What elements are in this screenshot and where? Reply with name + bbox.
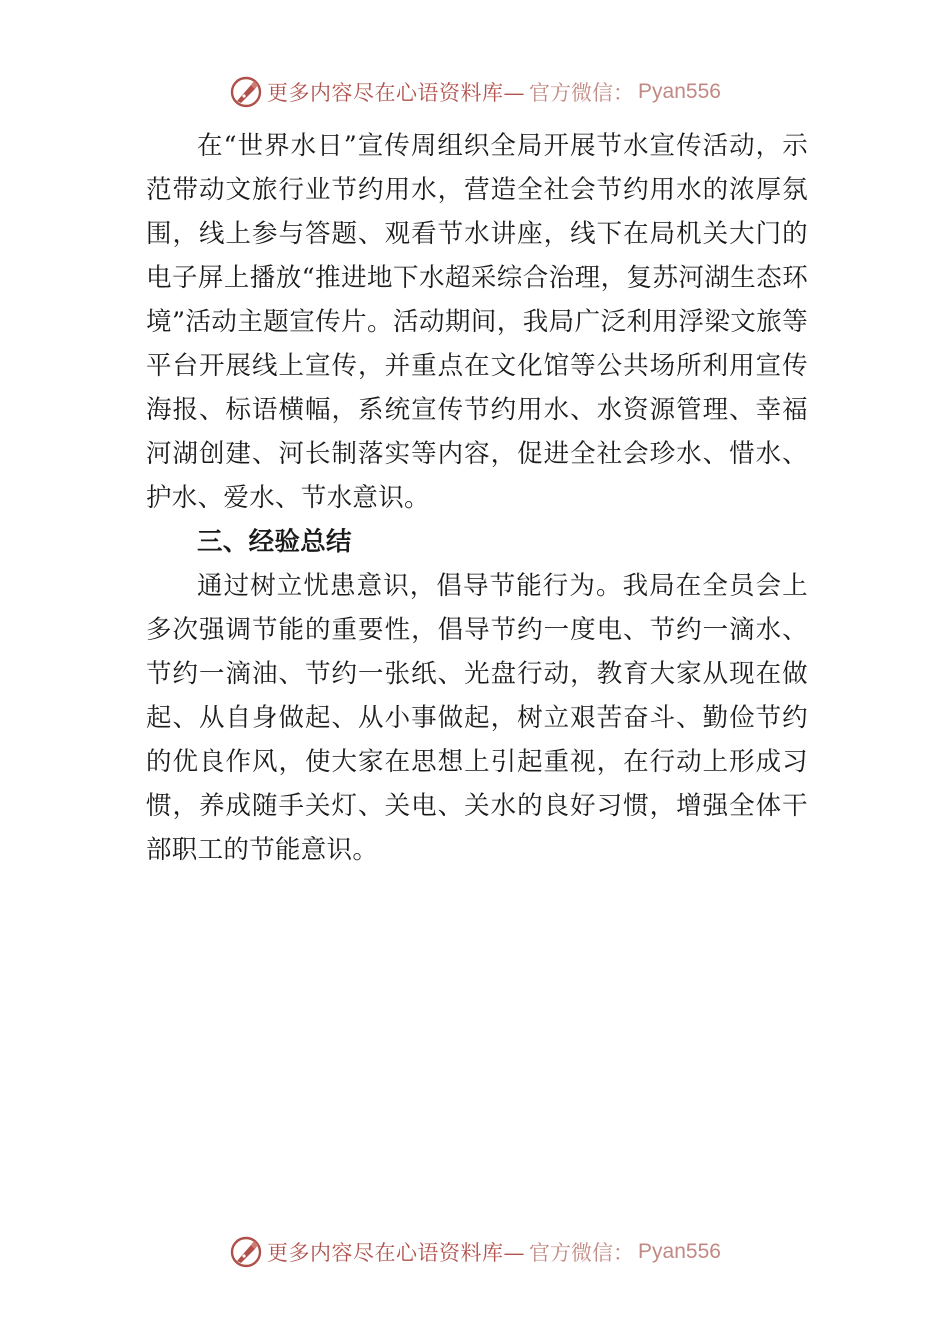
section-heading-3: 三、经验总结 — [197, 527, 352, 557]
body-paragraph-2: 通过树立忧患意识，倡导节能行为。我局在全员会上多次强调节能的重要性，倡导节约一度电、节约一滴水、节约一滴油、节约一张纸、光盘行动，教育大家从现在做起、从自身做起、从小事做起，树立艰苦奋斗、勤俭节约的优良作风，使大家在思想上引起重视，在行动上形成习惯，养成随手关灯、关电、关水的良好习惯，增强全体干部职工的节能意识。 — [146, 571, 808, 865]
document-body — [146, 124, 808, 872]
banner-wechat-id: Pyan556 — [638, 1240, 721, 1263]
banner-text: 更多内容尽在心语资料库— — [267, 81, 526, 105]
body-paragraph-1: 在“世界水日”宣传周组织全局开展节水宣传活动，示范带动文旅行业节约用水，营造全社会节约用水的浓厚氛围，线上参与答题、观看节水讲座，线下在局机关大门的电子屏上播放“推进地下水超采综合治理，复苏河湖生态环境”活动主题宣传片。活动期间，我局广泛利用浮梁文旅等平台开展线上宣传，并重点在文化馆等公共场所利用宣传海报、标语横幅，系统宣传节约用水、水资源管理、幸福河湖创建、河长制落实等内容，促进全社会珍水、惜水、护水、爱水、节水意识。 — [146, 131, 808, 513]
header-banner — [0, 72, 950, 112]
banner-text: 更多内容尽在心语资料库— — [267, 1241, 526, 1265]
banner-wechat-label: 官方微信： — [529, 81, 635, 105]
banner-wechat-label: 官方微信： — [529, 1241, 635, 1265]
fountain-pen-logo-icon — [229, 1235, 263, 1269]
banner-wechat-id: Pyan556 — [638, 80, 721, 103]
fountain-pen-logo-icon — [229, 75, 263, 109]
footer-banner — [0, 1232, 950, 1272]
